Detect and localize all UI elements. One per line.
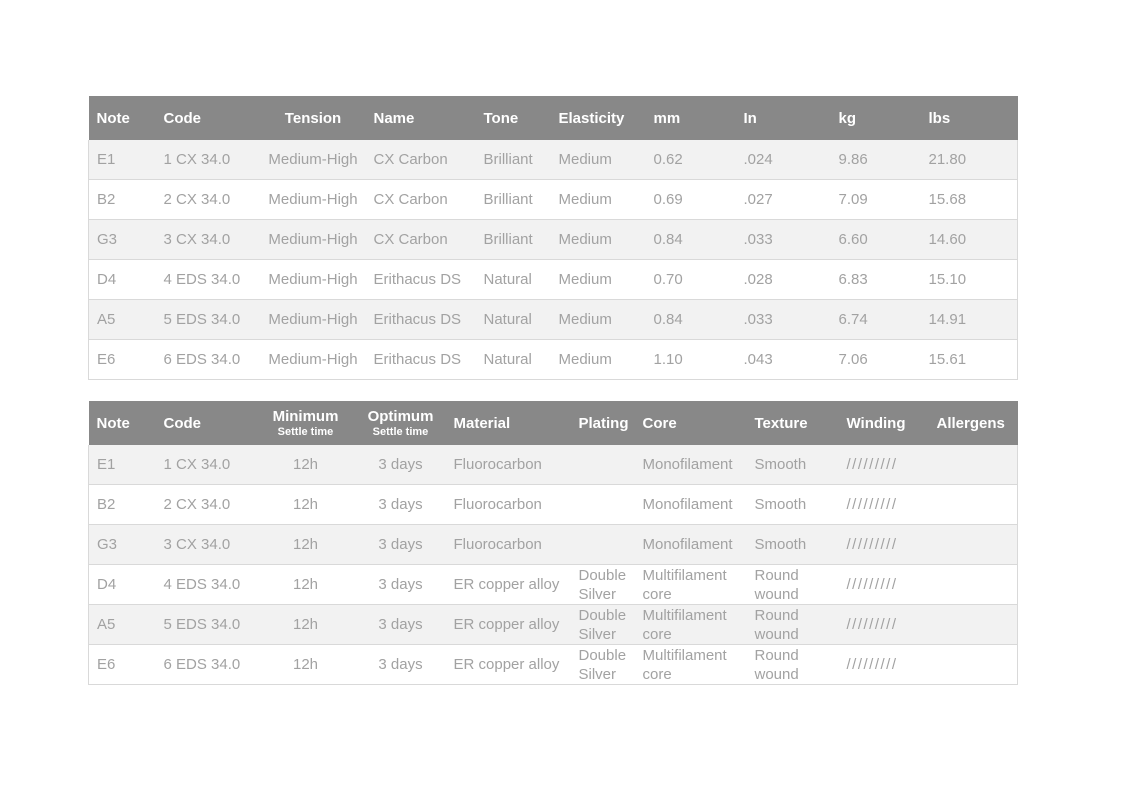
- cell-mm: 0.69: [653, 191, 683, 208]
- cell-optimum-settle: 3 days: [378, 496, 423, 513]
- cell-tone: Brilliant: [483, 191, 533, 208]
- care-header-core: Core: [635, 401, 747, 445]
- cell-allergens: [929, 565, 1018, 605]
- cell-tension: Medium-High: [268, 151, 358, 168]
- spec-table-header: [89, 96, 1018, 140]
- cell-winding: /////////: [846, 456, 898, 473]
- care-table-header: [89, 401, 1018, 445]
- cell-name: CX Carbon: [373, 151, 448, 168]
- cell-material: Fluorocarbon: [453, 496, 542, 513]
- cell-code: 6 EDS 34.0: [163, 351, 241, 368]
- care-header-minimum: [256, 401, 356, 445]
- cell-lbs: 15.10: [921, 260, 1018, 300]
- cell-name: Erithacus DS: [373, 351, 462, 368]
- care-header-material: Material: [446, 401, 571, 445]
- care-header-minimum-sublabel: Settle time: [277, 426, 334, 438]
- care-header-texture: Texture: [747, 401, 839, 445]
- cell-in: .033: [743, 311, 773, 328]
- cell-optimum-settle: 3 days: [378, 576, 423, 593]
- cell-plating: [571, 445, 635, 485]
- cell-allergens: [929, 525, 1018, 565]
- cell-note: G3: [89, 220, 156, 260]
- spec-header-tension: Tension: [261, 96, 366, 140]
- care-header-winding: Winding: [839, 401, 929, 445]
- cell-core: Monofilament: [642, 536, 733, 553]
- cell-kg: 7.09: [838, 191, 868, 208]
- care-header-minimum-label: Minimum: [272, 408, 339, 425]
- cell-mm: 1.10: [653, 351, 683, 368]
- string-spec-table: [88, 96, 1018, 380]
- cell-plating: [571, 485, 635, 525]
- cell-note: G3: [89, 525, 156, 565]
- cell-lbs: 14.91: [921, 300, 1018, 340]
- cell-code: 5 EDS 34.0: [163, 616, 241, 633]
- cell-lbs: 15.61: [921, 340, 1018, 380]
- cell-kg: 7.06: [838, 351, 868, 368]
- cell-tension: Medium-High: [268, 191, 358, 208]
- cell-in: .043: [743, 351, 773, 368]
- cell-in: .033: [743, 231, 773, 248]
- spec-header-row: [89, 96, 1018, 140]
- cell-core: Multifilament core: [642, 646, 727, 683]
- cell-tone: Natural: [483, 311, 532, 328]
- cell-note: A5: [89, 300, 156, 340]
- cell-allergens: [929, 485, 1018, 525]
- table-row: [89, 340, 1018, 380]
- cell-minimum-settle: 12h: [292, 496, 319, 513]
- cell-kg: 9.86: [838, 151, 868, 168]
- cell-code: 5 EDS 34.0: [163, 311, 241, 328]
- cell-winding: /////////: [846, 616, 898, 633]
- care-header-optimum: [356, 401, 446, 445]
- spec-header-code: Code: [156, 96, 261, 140]
- spec-header-kg: kg: [831, 96, 921, 140]
- cell-note: D4: [89, 565, 156, 605]
- cell-name: CX Carbon: [373, 231, 448, 248]
- cell-allergens: [929, 645, 1018, 685]
- care-table-body: [89, 445, 1018, 685]
- cell-code: 1 CX 34.0: [163, 151, 231, 168]
- cell-optimum-settle: 3 days: [378, 616, 423, 633]
- table-row: [89, 260, 1018, 300]
- cell-winding: /////////: [846, 576, 898, 593]
- cell-code: 3 CX 34.0: [163, 536, 231, 553]
- cell-tension: Medium-High: [268, 351, 358, 368]
- cell-code: 4 EDS 34.0: [163, 271, 241, 288]
- care-header-optimum-label: Optimum: [367, 408, 434, 425]
- cell-plating: Double Silver: [578, 606, 627, 643]
- cell-winding: /////////: [846, 656, 898, 673]
- spec-header-lbs: lbs: [921, 96, 1018, 140]
- cell-lbs: 21.80: [921, 140, 1018, 180]
- cell-plating: [571, 525, 635, 565]
- cell-tone: Natural: [483, 351, 532, 368]
- table-row: [89, 220, 1018, 260]
- cell-texture: Smooth: [754, 496, 807, 513]
- spec-header-note: Note: [89, 96, 156, 140]
- cell-code: 3 CX 34.0: [163, 231, 231, 248]
- table-row: [89, 565, 1018, 605]
- cell-material: Fluorocarbon: [453, 536, 542, 553]
- cell-code: 1 CX 34.0: [163, 456, 231, 473]
- cell-optimum-settle: 3 days: [378, 456, 423, 473]
- table-row: [89, 525, 1018, 565]
- cell-note: E1: [89, 445, 156, 485]
- spec-header-mm: mm: [646, 96, 736, 140]
- spec-header-tone: Tone: [476, 96, 551, 140]
- cell-core: Multifilament core: [642, 566, 727, 603]
- table-row: [89, 605, 1018, 645]
- cell-elasticity: Medium: [558, 351, 612, 368]
- cell-note: D4: [89, 260, 156, 300]
- cell-minimum-settle: 12h: [292, 576, 319, 593]
- cell-note: B2: [89, 485, 156, 525]
- cell-minimum-settle: 12h: [292, 656, 319, 673]
- cell-material: ER copper alloy: [453, 576, 560, 593]
- cell-kg: 6.60: [838, 231, 868, 248]
- cell-mm: 0.70: [653, 271, 683, 288]
- cell-elasticity: Medium: [558, 151, 612, 168]
- cell-material: Fluorocarbon: [453, 456, 542, 473]
- cell-mm: 0.84: [653, 231, 683, 248]
- cell-lbs: 14.60: [921, 220, 1018, 260]
- cell-note: E6: [89, 645, 156, 685]
- care-header-optimum-sublabel: Settle time: [372, 426, 429, 438]
- cell-plating: Double Silver: [578, 646, 627, 683]
- cell-texture: Smooth: [754, 536, 807, 553]
- cell-elasticity: Medium: [558, 191, 612, 208]
- spec-header-in: In: [736, 96, 831, 140]
- cell-texture: Round wound: [754, 646, 799, 683]
- cell-note: A5: [89, 605, 156, 645]
- cell-winding: /////////: [846, 536, 898, 553]
- care-header-plating: Plating: [571, 401, 635, 445]
- cell-elasticity: Medium: [558, 311, 612, 328]
- cell-kg: 6.83: [838, 271, 868, 288]
- cell-tension: Medium-High: [268, 231, 358, 248]
- cell-tone: Brilliant: [483, 231, 533, 248]
- cell-kg: 6.74: [838, 311, 868, 328]
- cell-allergens: [929, 605, 1018, 645]
- care-header-allergens: Allergens: [929, 401, 1018, 445]
- cell-elasticity: Medium: [558, 231, 612, 248]
- cell-note: B2: [89, 180, 156, 220]
- cell-code: 4 EDS 34.0: [163, 576, 241, 593]
- cell-minimum-settle: 12h: [292, 616, 319, 633]
- cell-tone: Natural: [483, 271, 532, 288]
- cell-texture: Smooth: [754, 456, 807, 473]
- cell-in: .024: [743, 151, 773, 168]
- cell-name: CX Carbon: [373, 191, 448, 208]
- cell-core: Monofilament: [642, 496, 733, 513]
- cell-minimum-settle: 12h: [292, 536, 319, 553]
- cell-allergens: [929, 445, 1018, 485]
- cell-material: ER copper alloy: [453, 656, 560, 673]
- cell-core: Multifilament core: [642, 606, 727, 643]
- cell-lbs: 15.68: [921, 180, 1018, 220]
- cell-in: .028: [743, 271, 773, 288]
- table-row: [89, 485, 1018, 525]
- table-row: [89, 180, 1018, 220]
- spec-header-name: Name: [366, 96, 476, 140]
- cell-plating: Double Silver: [578, 566, 627, 603]
- cell-code: 6 EDS 34.0: [163, 656, 241, 673]
- cell-note: E6: [89, 340, 156, 380]
- cell-winding: /////////: [846, 496, 898, 513]
- spec-table-body: [89, 140, 1018, 380]
- cell-optimum-settle: 3 days: [378, 536, 423, 553]
- spec-header-elasticity: Elasticity: [551, 96, 646, 140]
- cell-code: 2 CX 34.0: [163, 496, 231, 513]
- cell-material: ER copper alloy: [453, 616, 560, 633]
- cell-tension: Medium-High: [268, 271, 358, 288]
- table-row: [89, 140, 1018, 180]
- table-row: [89, 445, 1018, 485]
- cell-texture: Round wound: [754, 606, 799, 643]
- cell-name: Erithacus DS: [373, 271, 462, 288]
- cell-note: E1: [89, 140, 156, 180]
- cell-in: .027: [743, 191, 773, 208]
- cell-texture: Round wound: [754, 566, 799, 603]
- table-row: [89, 300, 1018, 340]
- cell-code: 2 CX 34.0: [163, 191, 231, 208]
- table-row: [89, 645, 1018, 685]
- care-header-row: [89, 401, 1018, 445]
- care-header-note: Note: [89, 401, 156, 445]
- cell-mm: 0.84: [653, 311, 683, 328]
- cell-core: Monofilament: [642, 456, 733, 473]
- cell-mm: 0.62: [653, 151, 683, 168]
- cell-tension: Medium-High: [268, 311, 358, 328]
- string-construction-table: [88, 401, 1018, 685]
- cell-name: Erithacus DS: [373, 311, 462, 328]
- cell-tone: Brilliant: [483, 151, 533, 168]
- tables-container: [88, 96, 1017, 685]
- cell-minimum-settle: 12h: [292, 456, 319, 473]
- cell-optimum-settle: 3 days: [378, 656, 423, 673]
- care-header-code: Code: [156, 401, 256, 445]
- cell-elasticity: Medium: [558, 271, 612, 288]
